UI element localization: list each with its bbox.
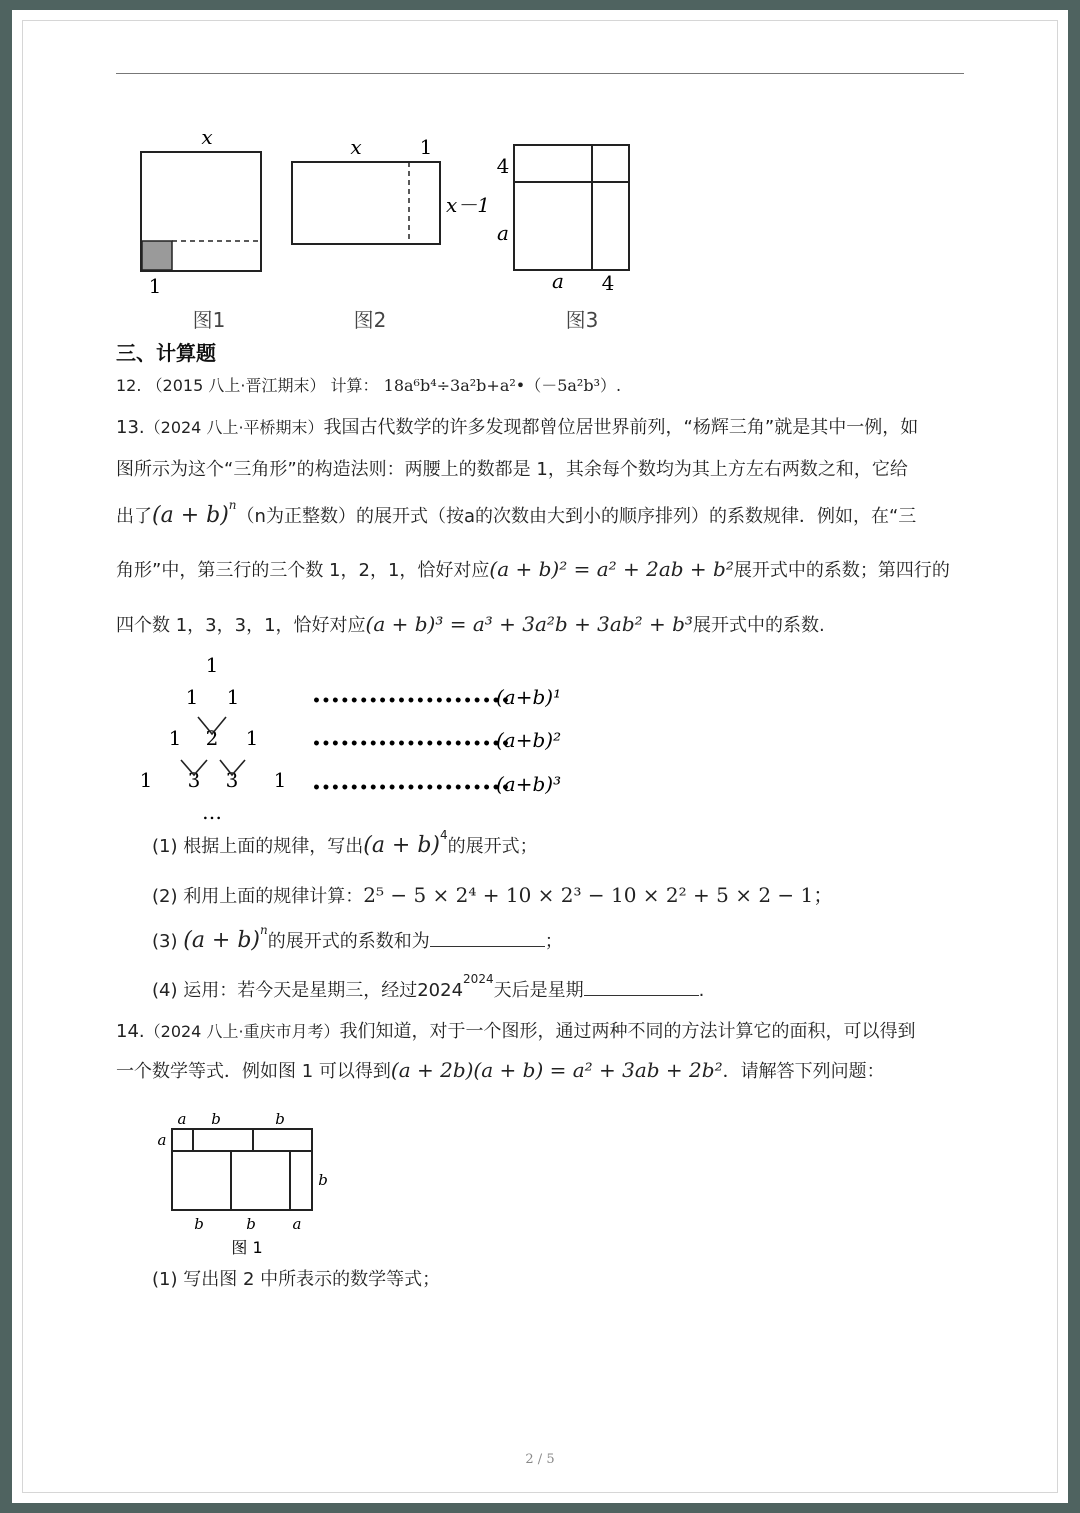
q13-part2 — [152, 879, 833, 908]
fig2-caption: 图2 — [353, 308, 387, 332]
fig3-square — [514, 145, 629, 270]
header-rule — [116, 73, 964, 74]
triangle-row2-num: 1 — [226, 685, 240, 709]
fig1-unit-square — [142, 241, 172, 270]
fig-left-label: a — [157, 1131, 167, 1149]
fig-top-label: b — [275, 1110, 285, 1128]
answer-blank[interactable] — [584, 981, 699, 996]
q13-number: 13. — [116, 417, 145, 438]
fig3-left-bottom-label: a — [497, 221, 509, 245]
part4-text-a: 运用：若今天是星期三，经过2024 — [183, 980, 464, 1001]
q14-number: 14. — [116, 1021, 145, 1042]
q13-line5-text-b: 展开式中的系数. — [692, 615, 825, 636]
fig2-top-label: x — [350, 135, 362, 159]
part3-expr: (a + b) — [183, 928, 261, 953]
part-number: (3) — [152, 931, 178, 952]
triangle-row4-num: 1 — [139, 768, 153, 792]
fig3-bottom-left-label: a — [552, 269, 564, 293]
q14-line1 — [116, 1017, 916, 1043]
fig1-caption: 图1 — [192, 308, 226, 332]
fig-top-label: b — [211, 1110, 221, 1128]
triangle-dots: ••••••••••••••••••••• — [312, 780, 511, 796]
fig-bottom-label: a — [292, 1215, 302, 1233]
fig-caption: 图 1 — [231, 1238, 263, 1255]
triangle-dots: ••••••••••••••••••••• — [312, 693, 511, 709]
part4-text-b: 天后是星期 — [493, 980, 584, 1001]
part3-end: ； — [544, 931, 563, 952]
q13-line4-text-b: 展开式中的系数；第四行的 — [733, 560, 950, 581]
triangle-label: (a+b)² — [496, 728, 562, 752]
section-title: 三、计算题 — [116, 341, 216, 365]
q12-source: （2015 八上·晋江期末） — [146, 376, 326, 395]
document-page — [12, 10, 1068, 1503]
part4-exponent: 2024 — [463, 972, 494, 986]
triangle-ellipsis: … — [202, 800, 222, 824]
triangle-row3-num: 2 — [205, 726, 219, 750]
fig2-rectangle — [292, 162, 440, 244]
area-figures — [112, 120, 672, 335]
fig3-left-top-label: 4 — [496, 154, 510, 178]
q13-line3-exponent: n — [228, 498, 237, 512]
q13-line5 — [116, 611, 825, 637]
triangle-row4-num: 3 — [225, 768, 239, 792]
q13-line3-text-b: （n为正整数）的展开式（按a的次数由大到小的顺序排列）的系数规律．例如，在“三 — [236, 506, 917, 527]
part1-text-b: 的展开式； — [447, 836, 538, 857]
triangle-row2-num: 1 — [185, 685, 199, 709]
fig-top-label: a — [177, 1110, 187, 1128]
triangle-row3-num: 1 — [245, 726, 259, 750]
q14-figure1 — [152, 1105, 352, 1255]
fig-bottom-label: b — [194, 1215, 204, 1233]
fig1-top-label: x — [201, 125, 213, 149]
page-number: 2 / 5 — [525, 1452, 555, 1467]
q14-part1 — [152, 1265, 440, 1291]
q14-line2-text-a: 一个数学等式．例如图 1 可以得到 — [116, 1061, 391, 1082]
fig2-top-label-one: 1 — [419, 135, 433, 159]
part3-text: 的展开式的系数和为 — [267, 931, 430, 952]
fig1-corner-label: 1 — [148, 274, 162, 298]
q13-text1: 我国古代数学的许多发现都曾位居世界前列，“杨辉三角”就是其中一例，如 — [323, 417, 919, 438]
part-number: (1) — [152, 836, 178, 857]
triangle-label: (a+b)³ — [496, 772, 562, 796]
q13-line3 — [116, 498, 917, 528]
yanghui-triangle — [132, 647, 572, 827]
q13-line5-text-a: 四个数 1，3，3，1，恰好对应 — [116, 615, 366, 636]
q13-part3 — [152, 923, 563, 953]
fig3-bottom-right-label: 4 — [601, 271, 615, 295]
part2-expr: 2⁵ − 5 × 2⁴ + 10 × 2³ − 10 × 2² + 5 × 2 − 1； — [363, 883, 834, 907]
answer-blank[interactable] — [430, 932, 545, 947]
question-12 — [116, 373, 621, 396]
q12-lead: 计算： — [330, 376, 379, 395]
q13-source: （2024 八上·平桥期末） — [144, 418, 324, 437]
part-number: (4) — [152, 980, 178, 1001]
q13-part4 — [152, 972, 705, 1002]
q14-text1: 我们知道，对于一个图形，通过两种不同的方法计算它的面积，可以得到 — [339, 1021, 916, 1042]
fig3-caption: 图3 — [565, 308, 599, 332]
q13-line3-text-a: 出了 — [116, 506, 152, 527]
q13-line1 — [116, 413, 918, 439]
q14-line2-expr: (a + 2b)(a + b) = a² + 3ab + 2b² — [390, 1058, 723, 1082]
q13-part1 — [152, 828, 538, 858]
part4-end: . — [698, 980, 705, 1001]
q14-source: （2024 八上·重庆市月考） — [144, 1022, 340, 1041]
triangle-dots: ••••••••••••••••••••• — [312, 736, 511, 752]
q14-line2-text-b: ．请解答下列问题： — [722, 1061, 885, 1082]
q14-line2 — [116, 1057, 885, 1083]
part-number: (1) — [152, 1269, 178, 1290]
q13-line4 — [116, 556, 950, 582]
triangle-row1-num: 1 — [205, 653, 219, 677]
triangle-row4-num: 1 — [273, 768, 287, 792]
q14-part1-text: 写出图 2 中所表示的数学等式； — [183, 1269, 441, 1290]
triangle-label: (a+b)¹ — [496, 685, 562, 709]
part2-text: 利用上面的规律计算： — [183, 886, 364, 907]
fig2-side-label: x－1 — [446, 193, 491, 217]
triangle-row4-num: 3 — [187, 768, 201, 792]
part3-exponent: n — [260, 923, 268, 937]
triangle-row3-num: 1 — [168, 726, 182, 750]
part1-exponent: 4 — [440, 828, 448, 842]
fig-bottom-label: b — [246, 1215, 256, 1233]
q12-expression: 18a⁶b⁴÷3a²b+a²•（－5a²b³）. — [383, 376, 622, 395]
q12-number: 12. — [116, 376, 142, 395]
q13-line5-expr: (a + b)³ = a³ + 3a²b + 3ab² + b³ — [365, 612, 693, 636]
q13-line4-text-a: 角形”中，第三行的三个数 1，2，1，恰好对应 — [116, 560, 490, 581]
q13-line3-expr: (a + b) — [152, 503, 229, 528]
fig-right-label: b — [318, 1171, 328, 1189]
q13-line4-expr: (a + b)² = a² + 2ab + b² — [489, 557, 734, 581]
part1-text-a: 根据上面的规律，写出 — [183, 836, 364, 857]
part1-expr: (a + b) — [363, 833, 441, 858]
part-number: (2) — [152, 886, 178, 907]
q13-line2: 图所示为这个“三角形”的构造法则：两腰上的数都是 1，其余每个数均为其上方左右两数之和，它给 — [116, 459, 908, 480]
